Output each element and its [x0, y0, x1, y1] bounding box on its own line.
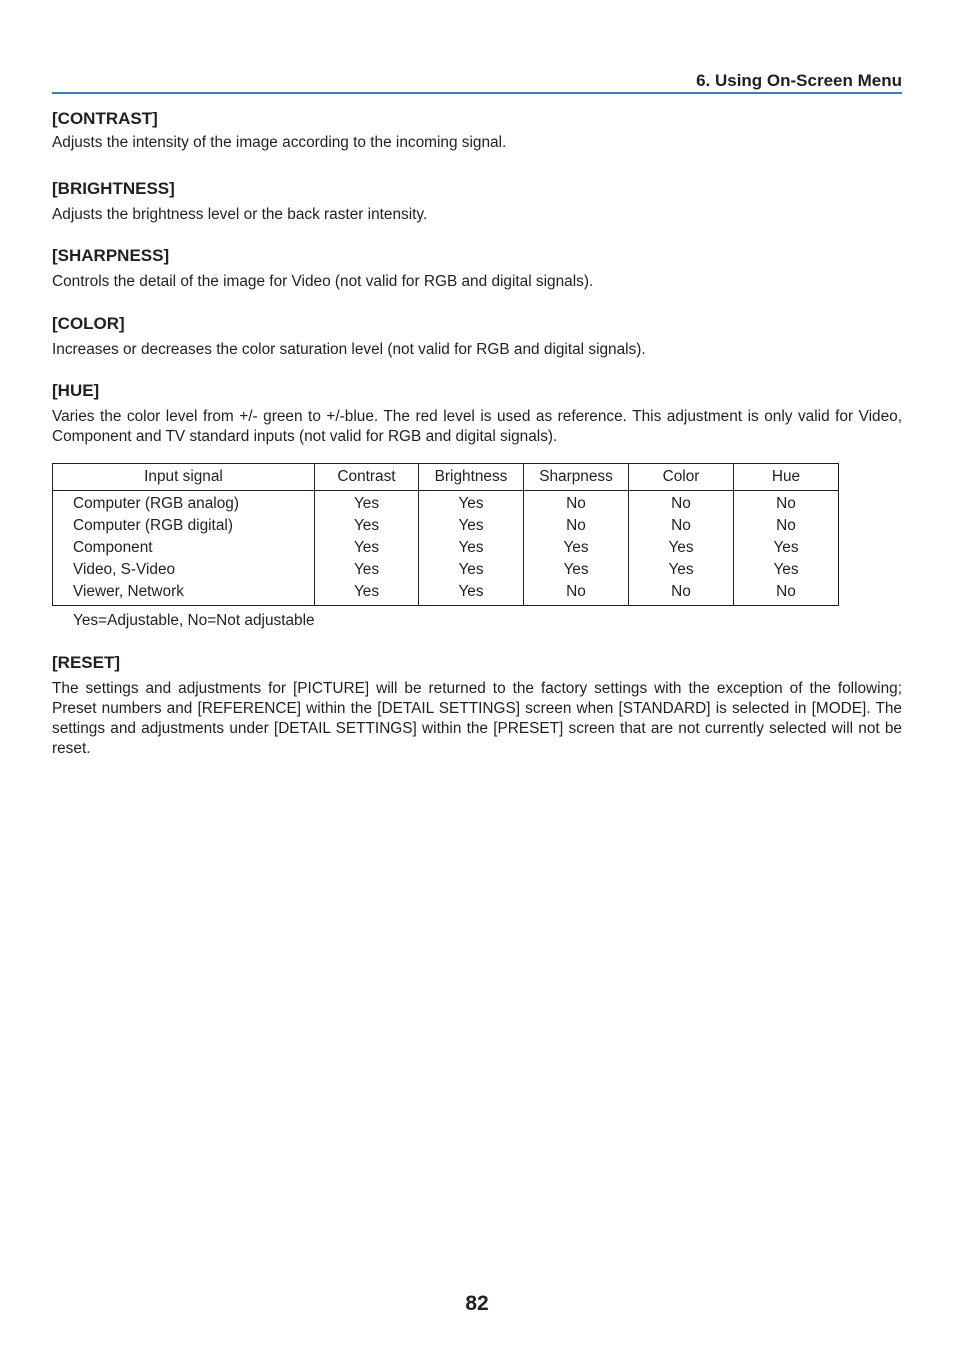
sharpness-heading: [SHARPNESS] — [52, 246, 170, 265]
table-header-row — [53, 464, 839, 491]
table-cell: Yes — [315, 581, 419, 606]
table-cell: No — [734, 515, 839, 537]
contrast-heading: [CONTRAST] — [52, 109, 158, 128]
table-cell: No — [629, 515, 734, 537]
table-cell: Yes — [419, 515, 524, 537]
column-header: Hue — [734, 464, 839, 491]
column-header: Brightness — [419, 464, 524, 491]
table-row — [53, 537, 839, 559]
table-cell: Yes — [315, 559, 419, 581]
chapter-title: 6. Using On-Screen Menu — [696, 71, 902, 90]
table-cell: Computer (RGB analog) — [53, 491, 315, 516]
contrast-section — [52, 108, 902, 153]
hue-heading: [HUE] — [52, 381, 100, 400]
table-cell: No — [524, 491, 629, 516]
table-cell: No — [524, 515, 629, 537]
hue-section — [52, 380, 902, 447]
table-cell: Yes — [419, 559, 524, 581]
color-description: Increases or decreases the color saturation level (not valid for RGB and digital signals). — [52, 341, 646, 358]
column-header: Contrast — [315, 464, 419, 491]
page-number: 82 — [465, 1292, 489, 1315]
table-cell: No — [734, 581, 839, 606]
table-cell: Viewer, Network — [53, 581, 315, 606]
page-content — [52, 108, 902, 759]
column-header: Color — [629, 464, 734, 491]
table-cell: No — [629, 491, 734, 516]
table-cell: Yes — [315, 537, 419, 559]
table-cell: No — [629, 581, 734, 606]
table-legend-note: Yes=Adjustable, No=Not adjustable — [73, 612, 315, 629]
table-row — [53, 559, 839, 581]
table-cell: Video, S-Video — [53, 559, 315, 581]
brightness-section — [52, 178, 902, 225]
reset-section — [52, 652, 902, 759]
table-cell: Yes — [629, 537, 734, 559]
table-cell: Yes — [734, 559, 839, 581]
table-cell: Yes — [734, 537, 839, 559]
contrast-description: Adjusts the intensity of the image according to the incoming signal. — [52, 134, 507, 151]
reset-heading: [RESET] — [52, 653, 120, 672]
brightness-description: Adjusts the brightness level or the back raster intensity. — [52, 206, 428, 223]
table-row — [53, 491, 839, 516]
table-cell: No — [524, 581, 629, 606]
brightness-heading: [BRIGHTNESS] — [52, 179, 175, 198]
sharpness-section — [52, 245, 902, 292]
table-cell: Component — [53, 537, 315, 559]
column-header: Sharpness — [524, 464, 629, 491]
table-cell: Yes — [315, 515, 419, 537]
table-cell: Computer (RGB digital) — [53, 515, 315, 537]
table-cell: Yes — [419, 537, 524, 559]
color-section — [52, 313, 902, 360]
table-cell: Yes — [419, 581, 524, 606]
table-row — [53, 581, 839, 606]
sharpness-description: Controls the detail of the image for Video (not valid for RGB and digital signals). — [52, 273, 594, 290]
hue-description: Varies the color level from +/- green to +/-blue. The red level is used as reference. This adjustment is only valid for Video, Component and TV standard inputs (not valid for RGB and digital signals). — [52, 408, 902, 445]
reset-description: The settings and adjustments for [PICTURE] will be returned to the factory settings with the exception of the following; Preset numbers and [REFERENCE] within the [DETAIL SETTINGS] screen when [STANDARD] is selected in [MODE]. The settings and adjustments under [DETAIL SETTINGS] within the [PRESET] screen that are not currently selected will not be reset. — [52, 680, 902, 757]
adjustment-table — [52, 463, 839, 606]
table-cell: Yes — [629, 559, 734, 581]
table-cell: No — [734, 491, 839, 516]
table-cell: Yes — [315, 491, 419, 516]
table-cell: Yes — [419, 491, 524, 516]
table-cell: Yes — [524, 537, 629, 559]
page-header — [52, 70, 902, 94]
table-row — [53, 515, 839, 537]
column-header: Input signal — [53, 464, 315, 491]
color-heading: [COLOR] — [52, 314, 125, 333]
table-cell: Yes — [524, 559, 629, 581]
